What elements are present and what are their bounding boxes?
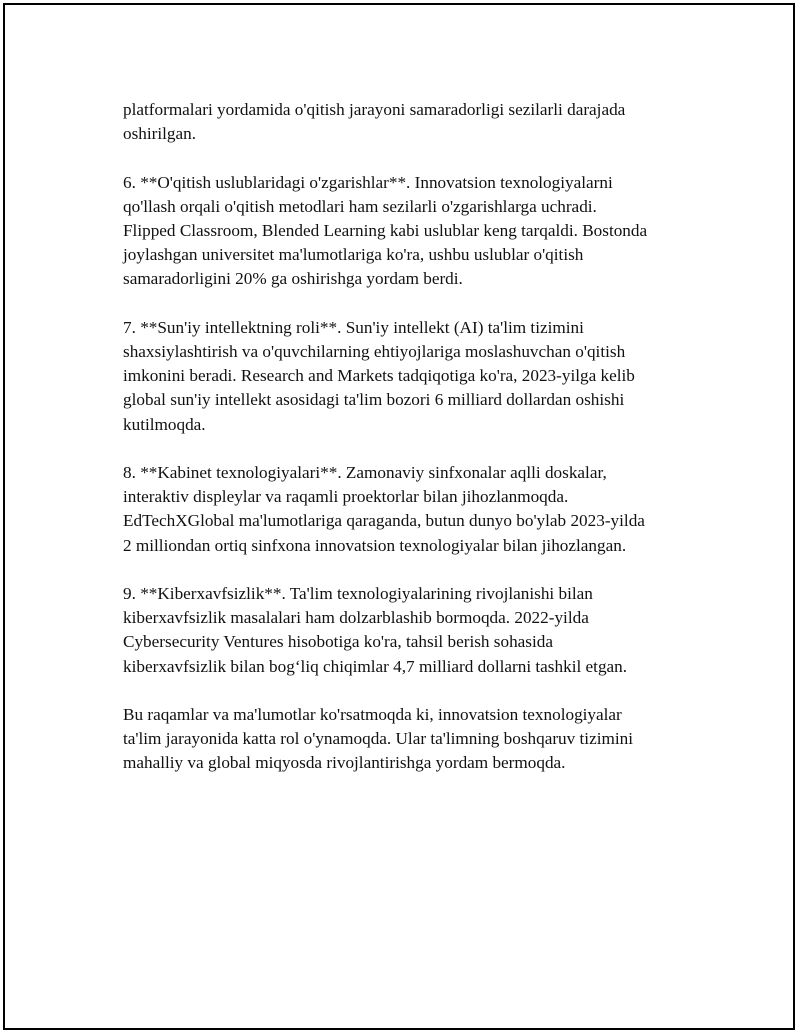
page-frame (3, 3, 795, 1030)
paragraph-conclusion: Bu raqamlar va ma'lumotlar ko'rsatmoqda ki, innovatsion texnologiyalar ta'lim jarayonida katta rol o'ynamoqda. Ular ta'limning boshqaruv tizimini mahalliy va global miqyosda rivojlantirishga yordam bermoqda. (123, 705, 633, 773)
document-body (123, 98, 703, 800)
paragraph-item-6: 6. **O'qitish uslublaridagi o'zgarishlar**. Innovatsion texnologiyalarni qo'llash orqali o'qitish metodlari ham sezilarli o'zgarishlarga uchradi. Flipped Classroom, Blended Learning kabi uslublar keng tarqaldi. Bostonda joylashgan universitet ma'lumotlariga ko'ra, ushbu uslublar o'qitish samaradorligini 20% ga oshirishga yordam berdi. (123, 172, 648, 289)
paragraph-item-7: 7. **Sun'iy intellektning roli**. Sun'iy intellekt (AI) ta'lim tizimini shaxsiylashtirish va o'quvchilarning ehtiyojlariga moslashuvchan o'qitish imkonini beradi. Research and Markets tadqiqotiga ko'ra, 2023-yilga kelib global sun'iy intellekt asosidagi ta'lim bozori 6 milliard dollardan oshishi kutilmoqda. (123, 317, 635, 434)
paragraph-item-8: 8. **Kabinet texnologiyalari**. Zamonaviy sinfxonalar aqlli doskalar, interaktiv displeylar va raqamli proektorlar bilan jihozlanmoqda. EdTechXGlobal ma'lumotlariga qaraganda, butun dunyo bo'ylab 2023-yilda 2 milliondan ortiq sinfxona innovatsion texnologiyalar bilan jihozlangan. (123, 463, 645, 555)
paragraph-continuation: platformalari yordamida o'qitish jarayoni samaradorligi sezilarli darajada oshirilgan. (123, 100, 626, 144)
paragraph-item-9: 9. **Kiberxavfsizlik**. Ta'lim texnologiyalarining rivojlanishi bilan kiberxavfsizlik masalalari ham dolzarblashib bormoqda. 2022-yilda Cybersecurity Ventures hisobotiga ko'ra, tahsil berish sohasida kiberxavfsizlik bilan bog‘liq chiqimlar 4,7 milliard dollarni tashkil etgan. (123, 584, 628, 676)
